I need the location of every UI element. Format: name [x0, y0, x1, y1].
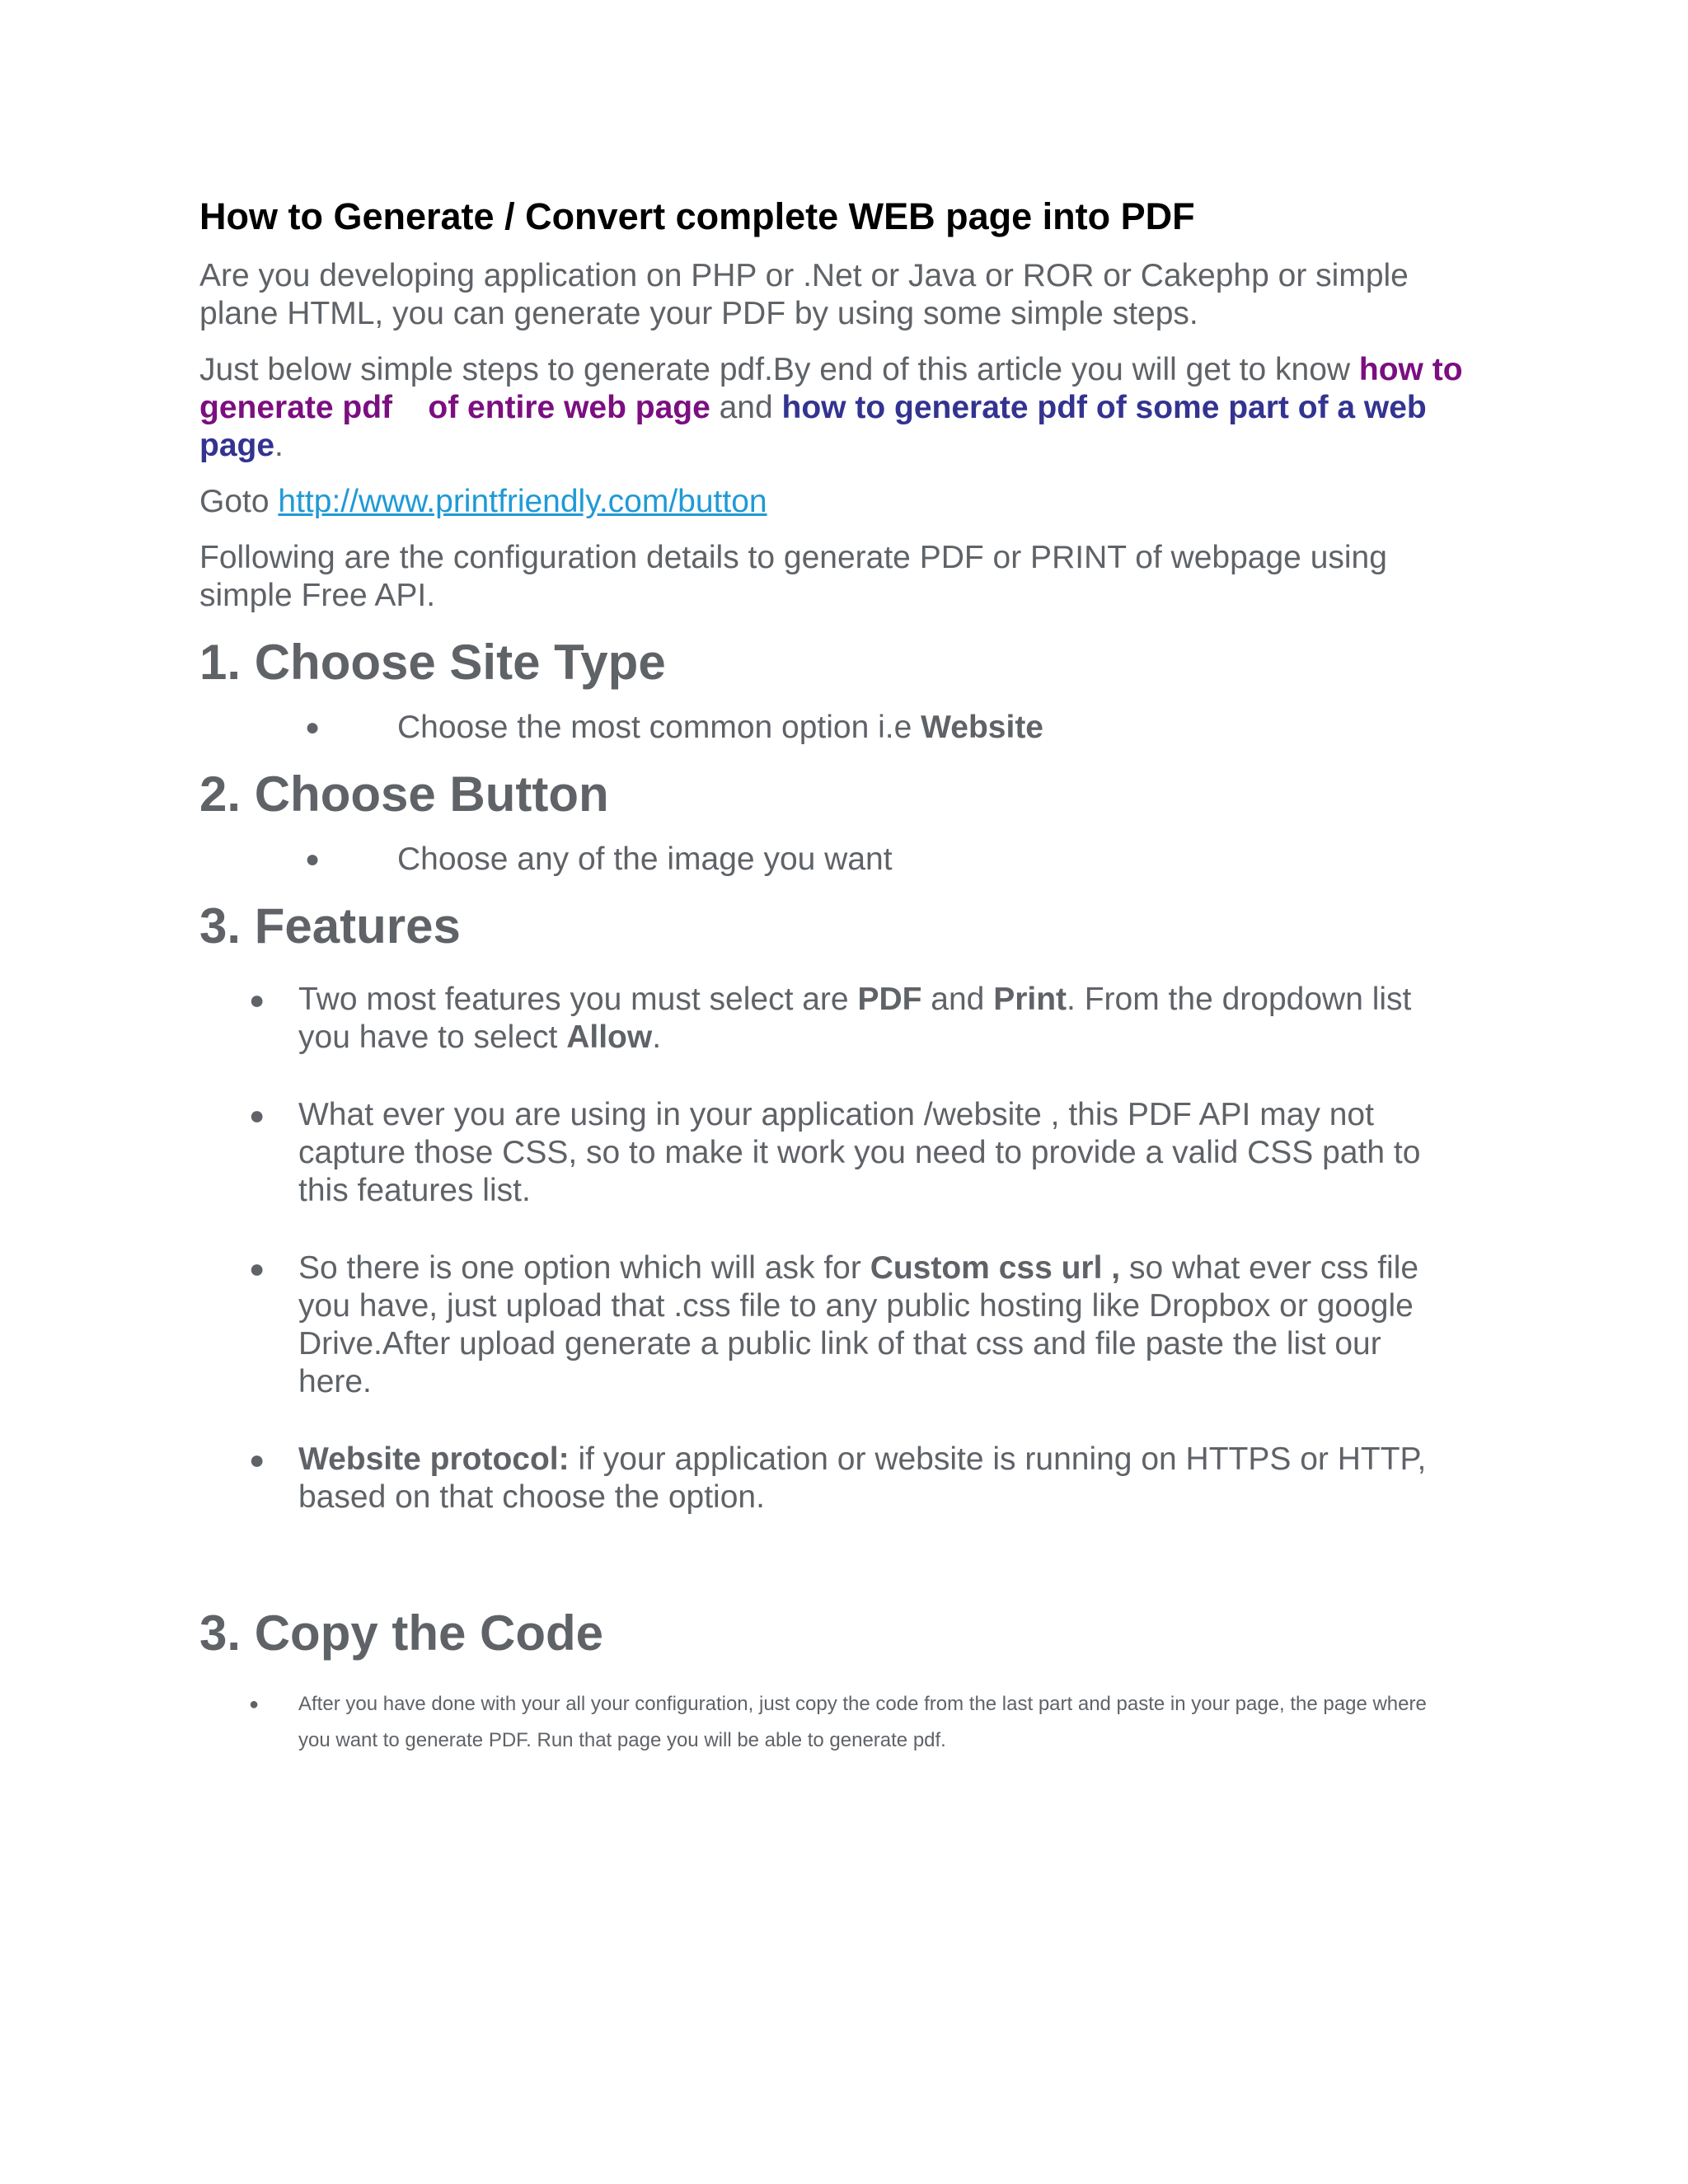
document-content: [199, 194, 1485, 1759]
list-item: [199, 709, 1485, 747]
bullet-icon: ●: [249, 1254, 265, 1283]
section-heading-features: 3. Features: [199, 898, 461, 954]
section-heading-copy-code: 3. Copy the Code: [199, 1605, 604, 1661]
feature-text: . From the dropdown list you have to select: [298, 982, 1412, 1055]
bullet-icon: ●: [305, 714, 321, 741]
goto-paragraph: [199, 483, 1485, 521]
feature-text: So there is one option which will ask for: [298, 1250, 870, 1286]
config-paragraph: Following are the configuration details to generate PDF or PRINT of webpage using simple Free API.: [199, 540, 1387, 613]
section-heading-choose-button: 2. Choose Button: [199, 766, 609, 822]
feature-bold-allow: Allow: [566, 1019, 653, 1055]
bullet-icon: ●: [249, 1695, 260, 1713]
site-type-list: [199, 709, 1485, 747]
feature-bold-custom-css: Custom css url ,: [870, 1250, 1121, 1286]
bullet-icon: ●: [305, 846, 321, 873]
feature-text: .: [652, 1019, 662, 1055]
site-type-bold: Website: [921, 710, 1043, 745]
part-page-link[interactable]: how to generate pdf of some part of a web page: [199, 390, 1427, 463]
list-item: [199, 1249, 1485, 1401]
bullet-icon: ●: [249, 1100, 265, 1130]
list-item: [199, 1441, 1485, 1516]
printfriendly-link[interactable]: http://www.printfriendly.com/button: [278, 484, 767, 519]
choose-button-text: Choose any of the image you want: [397, 841, 893, 877]
steps-suffix: .: [274, 428, 284, 463]
feature-text: if your application or website is running on HTTPS or HTTP, based on that choose the option.: [298, 1441, 1427, 1515]
steps-and: and: [710, 390, 782, 425]
document-title: How to Generate / Convert complete WEB page into PDF: [199, 195, 1195, 237]
goto-label: Goto: [199, 484, 279, 519]
feature-text: so what ever css file you have, just upload that .css file to any public hosting like Dropbox or google Drive.After upload generate a public link of that css and file paste the list our here.: [298, 1250, 1419, 1399]
steps-paragraph: [199, 351, 1485, 465]
feature-bold-protocol: Website protocol:: [298, 1441, 570, 1477]
copy-code-list: [199, 1686, 1485, 1759]
entire-page-link[interactable]: how to generate pdf of entire web page: [199, 352, 1472, 425]
choose-button-list: [199, 841, 1485, 879]
feature-bold-print: Print: [993, 982, 1067, 1017]
bullet-icon: ●: [249, 1445, 265, 1474]
site-type-text: Choose the most common option i.e: [397, 710, 921, 745]
list-item: [199, 1686, 1485, 1759]
list-item: [199, 1096, 1485, 1210]
steps-prefix: Just below simple steps to generate pdf.By end of this article you will get to know: [199, 352, 1359, 387]
intro-paragraph: Are you developing application on PHP or .Net or Java or ROR or Cakephp or simple plane HTML, you can generate your PDF by using some simple steps.: [199, 258, 1409, 331]
feature-bold-pdf: PDF: [857, 982, 922, 1017]
bullet-icon: ●: [249, 985, 265, 1015]
features-list: [199, 981, 1485, 1516]
feature-text: Two most features you must select are: [298, 982, 858, 1017]
feature-text: What ever you are using in your application /website , this PDF API may not capture those CSS, so to make it work you need to provide a valid CSS path to this features list.: [298, 1097, 1421, 1208]
list-item: [199, 841, 1485, 879]
copy-code-text: After you have done with your all your configuration, just copy the code from the last part and paste in your page, the page where you want to generate PDF. Run that page you will be able to generate pdf.: [298, 1693, 1427, 1751]
list-item: [199, 981, 1485, 1057]
feature-text: and: [921, 982, 994, 1017]
section-heading-site-type: 1. Choose Site Type: [199, 635, 666, 690]
